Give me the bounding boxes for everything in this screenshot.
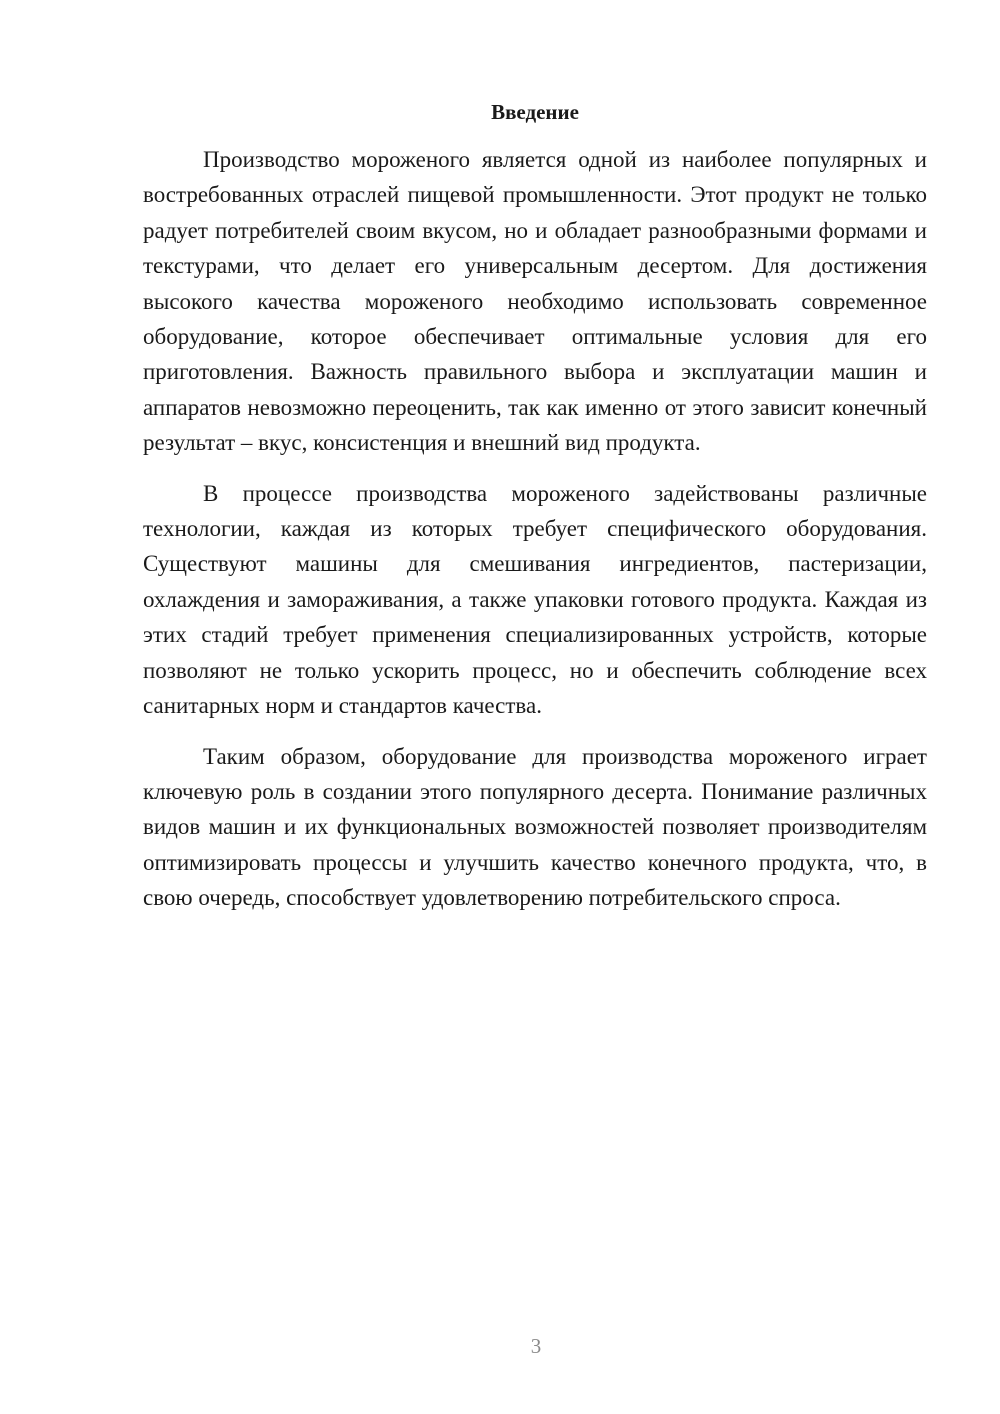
document-body [143, 142, 927, 916]
paragraph-3: Таким образом, оборудование для производства мороженого играет ключевую роль в создании этого популярного десерта. Понимание различных видов машин и их функциональных возможностей позволяет производителям оптимизировать процессы и улучшить качество конечного продукта, что, в свою очередь, способствует удовлетворению потребительского спроса. [143, 743, 927, 911]
page-number: 3 [530, 1334, 542, 1358]
paragraph-2: В процессе производства мороженого задействованы различные технологии, каждая из которых требует специфического оборудования. Существуют машины для смешивания ингредиентов, пастеризации, охлаждения и замораживания, а также упаковки готового продукта. Каждая из этих стадий требует применения специализированных устройств, которые позволяют не только ускорить процесс, но и обеспечить соблюдение всех санитарных норм и стандартов качества. [143, 480, 927, 719]
paragraph-1: Производство мороженого является одной из наиболее популярных и востребованных отраслей пищевой промышленности. Этот продукт не только радует потребителей своим вкусом, но и обладает разнообразными формами и текстурами, что делает его универсальным десертом. Для достижения высокого качества мороженого необходимо использовать современное оборудование, которое обеспечивает оптимальные условия для его приготовления. Важность правильного выбора и эксплуатации машин и аппаратов невозможно переоценить, так как именно от этого зависит конечный результат – вкус, консистенция и внешний вид продукта. [143, 147, 927, 456]
page-title: Введение [491, 100, 579, 124]
